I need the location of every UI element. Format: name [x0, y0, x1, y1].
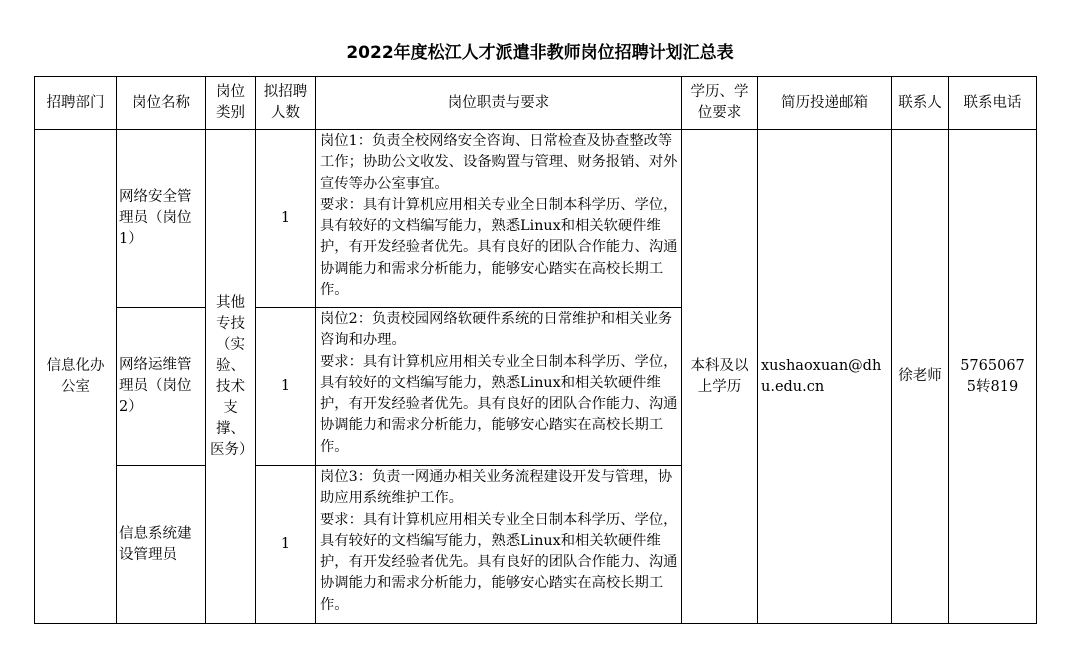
- header-count: 拟招聘人数: [256, 77, 316, 130]
- position-cell: 网络运维管理员（岗位2）: [117, 308, 206, 466]
- count-cell: 1: [256, 130, 316, 308]
- duty-text: 岗位3：负责一网通办相关业务流程建设开发与管理，协助应用系统维护工作。 要求：具有计算机应用相关专业全日制本科学历、学位，具有较好的文档编写能力，熟悉Linux和相关软硬件维护，有开发经验者优先。具有良好的团队合作能力、沟通协调能力和需求分析能力，能够安心踏实在高校长期工作。: [320, 469, 678, 613]
- table-row: [35, 130, 1037, 308]
- header-position: 岗位名称: [117, 77, 206, 130]
- education-cell: 本科及以上学历: [682, 130, 758, 624]
- recruitment-table: [34, 76, 1037, 624]
- phone-cell: 57650675转819: [949, 130, 1037, 624]
- count-cell: 1: [256, 308, 316, 466]
- position-cell: 信息系统建设管理员: [117, 466, 206, 624]
- duty-text: 岗位2：负责校园网络软硬件系统的日常维护和相关业务咨询和办理。 要求：具有计算机应用相关专业全日制本科学历、学位，具有较好的文档编写能力，熟悉Linux和相关软硬件维护，有开发经验者优先。具有良好的团队合作能力、沟通协调能力和需求分析能力，能够安心踏实在高校长期工作。: [320, 311, 678, 455]
- header-contact: 联系人: [892, 77, 949, 130]
- dept-cell: 信息化办公室: [35, 130, 117, 624]
- duty-text: 岗位1：负责全校网络安全咨询、日常检查及协查整改等工作；协助公文收发、设备购置与管理、财务报销、对外宣传等办公室事宜。 要求：具有计算机应用相关专业全日制本科学历、学位，具有较好的文档编写能力，熟悉Linux和相关软硬件维护，有开发经验者优先。具有良好的团队合作能力、沟通协调能力和需求分析能力，能够安心踏实在高校长期工作。: [320, 133, 678, 299]
- count-cell: 1: [256, 466, 316, 624]
- header-row: [35, 77, 1037, 130]
- duty-cell: [316, 308, 682, 466]
- category-cell: 其他专技（实验、技术支撑、医务）: [206, 130, 256, 624]
- page-title: 2022年度松江人才派遣非教师岗位招聘计划汇总表: [346, 43, 734, 63]
- header-education: 学历、学位要求: [682, 77, 758, 130]
- duty-cell: [316, 130, 682, 308]
- header-duty: 岗位职责与要求: [316, 77, 682, 130]
- header-category: 岗位类别: [206, 77, 256, 130]
- position-cell: 网络安全管理员（岗位1）: [117, 130, 206, 308]
- header-dept: 招聘部门: [35, 77, 117, 130]
- header-phone: 联系电话: [949, 77, 1037, 130]
- header-email: 简历投递邮箱: [758, 77, 892, 130]
- duty-cell: [316, 466, 682, 624]
- email-cell: xushaoxuan@dhu.edu.cn: [758, 130, 892, 624]
- contact-cell: 徐老师: [892, 130, 949, 624]
